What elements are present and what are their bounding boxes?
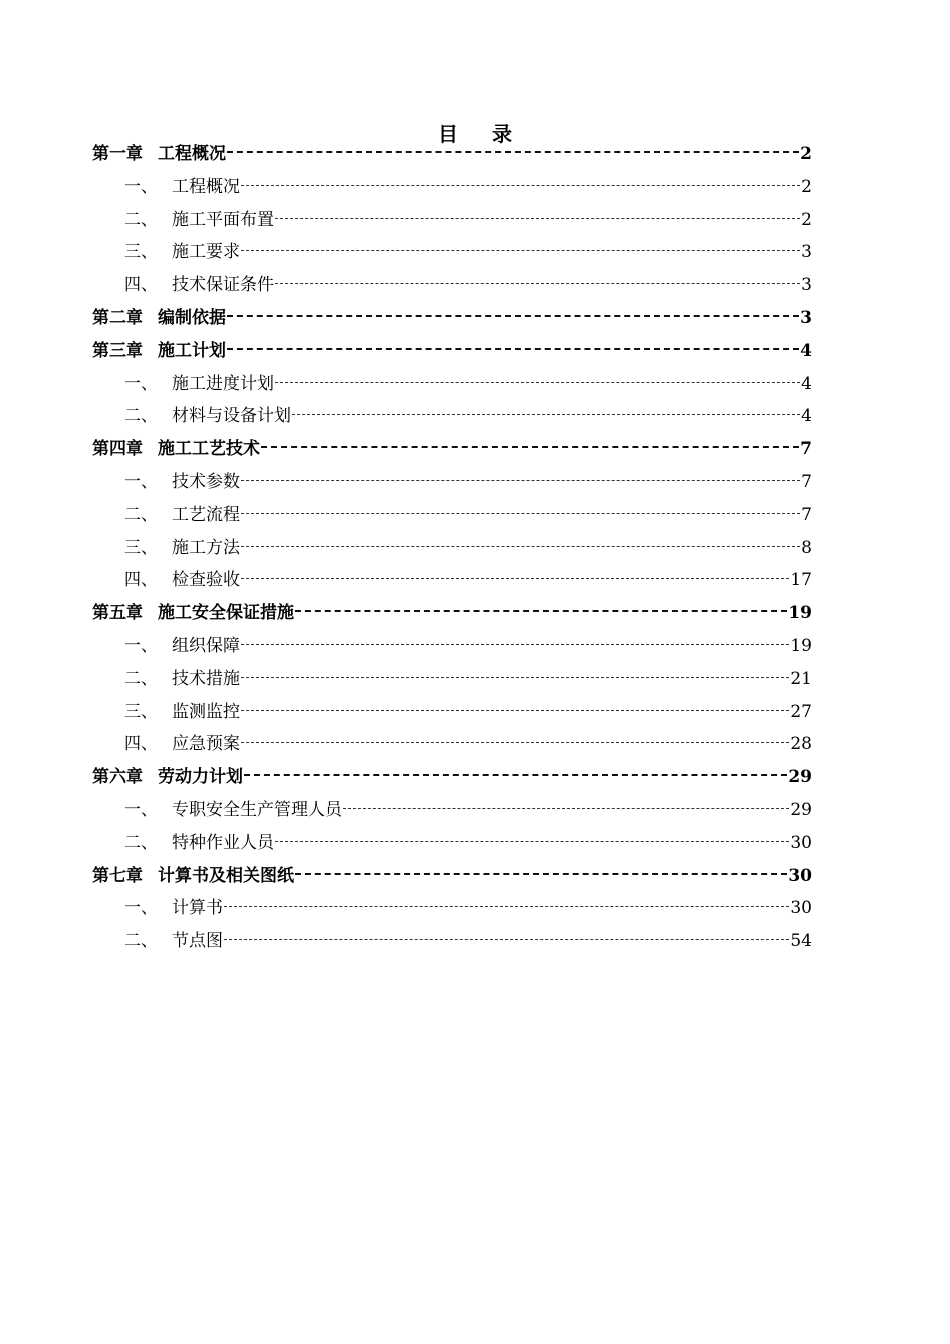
toc-entry-page-number: 4 [800, 340, 812, 361]
toc-entry-page-number: 2 [801, 176, 812, 197]
toc-dot-leader [275, 840, 789, 842]
toc-section-entry[interactable] [92, 827, 812, 860]
toc-entry-number: 二、 [124, 406, 158, 427]
toc-entry-page-number: 30 [790, 832, 812, 853]
toc-section-entry[interactable] [92, 368, 812, 401]
toc-entry-title: 工程概况 [172, 176, 240, 197]
toc-entry-number: 二、 [124, 209, 158, 230]
toc-dot-leader [295, 609, 787, 612]
table-of-contents [92, 138, 812, 958]
toc-entry-title: 施工安全保证措施 [158, 603, 294, 624]
toc-entry-page-number: 54 [790, 931, 812, 952]
toc-entry-page-number: 8 [801, 537, 812, 558]
toc-section-entry[interactable] [92, 663, 812, 696]
toc-entry-title: 编制依据 [158, 307, 226, 328]
toc-dot-leader [343, 807, 789, 809]
toc-dot-leader [292, 413, 800, 415]
toc-entry-page-number: 19 [790, 635, 812, 656]
toc-entry-title: 技术保证条件 [172, 275, 274, 296]
toc-section-entry[interactable] [92, 466, 812, 499]
toc-chapter-entry[interactable] [92, 860, 812, 893]
toc-entry-page-number: 3 [800, 307, 812, 328]
toc-dot-leader [241, 676, 789, 678]
toc-chapter-entry[interactable] [92, 597, 812, 630]
toc-entry-number: 第五章 [92, 603, 143, 624]
toc-entry-title: 施工要求 [172, 242, 240, 263]
toc-dot-leader [241, 249, 800, 251]
toc-entry-page-number: 4 [801, 406, 812, 427]
toc-section-entry[interactable] [92, 696, 812, 729]
toc-entry-number: 二、 [124, 504, 158, 525]
toc-entry-title: 应急预案 [172, 734, 240, 755]
toc-entry-title: 施工工艺技术 [158, 439, 260, 460]
toc-dot-leader [241, 479, 800, 481]
toc-entry-title: 材料与设备计划 [172, 406, 291, 427]
toc-entry-title: 专职安全生产管理人员 [172, 799, 342, 820]
toc-dot-leader [224, 905, 789, 907]
toc-section-entry[interactable] [92, 171, 812, 204]
toc-entry-page-number: 21 [790, 668, 812, 689]
toc-entry-number: 二、 [124, 668, 158, 689]
toc-entry-number: 三、 [124, 537, 158, 558]
toc-entry-title: 技术措施 [172, 668, 240, 689]
toc-entry-number: 四、 [124, 570, 158, 591]
toc-entry-title: 施工计划 [158, 340, 226, 361]
toc-entry-title: 计算书及相关图纸 [158, 865, 294, 886]
toc-entry-page-number: 7 [801, 504, 812, 525]
toc-entry-page-number: 2 [801, 209, 812, 230]
toc-entry-page-number: 3 [801, 242, 812, 263]
toc-entry-page-number: 3 [801, 275, 812, 296]
toc-chapter-entry[interactable] [92, 138, 812, 171]
toc-entry-title: 工程概况 [158, 144, 226, 164]
toc-entry-page-number: 27 [790, 701, 812, 722]
toc-section-entry[interactable] [92, 236, 812, 269]
toc-entry-number: 一、 [124, 635, 158, 656]
toc-entry-number: 一、 [124, 898, 158, 919]
toc-entry-number: 二、 [124, 832, 158, 853]
toc-entry-title: 特种作业人员 [172, 832, 274, 853]
toc-chapter-entry[interactable] [92, 433, 812, 466]
toc-section-entry[interactable] [92, 892, 812, 925]
toc-entry-title: 检查验收 [172, 570, 240, 591]
toc-entry-number: 三、 [124, 701, 158, 722]
toc-section-entry[interactable] [92, 925, 812, 958]
toc-chapter-entry[interactable] [92, 761, 812, 794]
toc-entry-title: 节点图 [172, 931, 223, 952]
toc-entry-page-number: 7 [800, 439, 812, 460]
toc-section-entry[interactable] [92, 532, 812, 565]
toc-entry-number: 第一章 [92, 144, 143, 164]
toc-entry-page-number: 2 [800, 144, 812, 164]
toc-section-entry[interactable] [92, 630, 812, 663]
toc-entry-page-number: 7 [801, 471, 812, 492]
toc-dot-leader [275, 381, 800, 383]
toc-dot-leader [295, 872, 787, 875]
toc-chapter-entry[interactable] [92, 335, 812, 368]
toc-entry-page-number: 29 [790, 799, 812, 820]
toc-section-entry[interactable] [92, 728, 812, 761]
toc-entry-number: 第七章 [92, 865, 143, 886]
toc-dot-leader [241, 184, 800, 186]
toc-dot-leader [261, 445, 799, 448]
toc-dot-leader [227, 347, 799, 350]
toc-entry-title: 劳动力计划 [158, 767, 243, 788]
toc-entry-title: 监测监控 [172, 701, 240, 722]
toc-entry-title: 组织保障 [172, 635, 240, 656]
toc-section-entry[interactable] [92, 269, 812, 302]
toc-entry-number: 一、 [124, 373, 158, 394]
toc-section-entry[interactable] [92, 204, 812, 237]
toc-dot-leader [241, 512, 800, 514]
toc-entry-number: 第六章 [92, 767, 143, 788]
toc-dot-leader [241, 643, 789, 645]
toc-entry-title: 技术参数 [172, 471, 240, 492]
toc-entry-title: 工艺流程 [172, 504, 240, 525]
toc-dot-leader [227, 314, 799, 317]
toc-section-entry[interactable] [92, 794, 812, 827]
toc-entry-number: 第三章 [92, 340, 143, 361]
toc-entry-number: 三、 [124, 242, 158, 263]
toc-entry-number: 第二章 [92, 307, 143, 328]
toc-entry-page-number: 29 [788, 767, 812, 788]
toc-entry-page-number: 17 [790, 570, 812, 591]
toc-dot-leader [241, 577, 789, 579]
toc-dot-leader [275, 282, 800, 284]
toc-entry-title: 施工平面布置 [172, 209, 274, 230]
toc-entry-title: 计算书 [172, 898, 223, 919]
toc-entry-page-number: 30 [788, 865, 812, 886]
toc-chapter-entry[interactable] [92, 302, 812, 335]
toc-entry-page-number: 30 [790, 898, 812, 919]
toc-dot-leader [227, 150, 799, 153]
toc-entry-page-number: 4 [801, 373, 812, 394]
toc-section-entry[interactable] [92, 499, 812, 532]
toc-title-part-1: 目 [438, 122, 458, 146]
toc-dot-leader [224, 938, 789, 940]
toc-entry-title: 施工方法 [172, 537, 240, 558]
toc-section-entry[interactable] [92, 400, 812, 433]
toc-title-part-2: 录 [492, 122, 512, 146]
toc-dot-leader [241, 741, 789, 743]
toc-dot-leader [275, 217, 800, 219]
toc-entry-number: 一、 [124, 176, 158, 197]
toc-entry-page-number: 19 [788, 603, 812, 624]
toc-entry-number: 一、 [124, 471, 158, 492]
toc-entry-title: 施工进度计划 [172, 373, 274, 394]
toc-section-entry[interactable] [92, 564, 812, 597]
toc-entry-number: 二、 [124, 931, 158, 952]
toc-entry-number: 一、 [124, 799, 158, 820]
toc-dot-leader [244, 773, 787, 776]
toc-entry-number: 四、 [124, 734, 158, 755]
toc-entry-number: 第四章 [92, 439, 143, 460]
toc-entry-number: 四、 [124, 275, 158, 296]
toc-entry-page-number: 28 [790, 734, 812, 755]
toc-dot-leader [241, 709, 789, 711]
toc-dot-leader [241, 545, 800, 547]
